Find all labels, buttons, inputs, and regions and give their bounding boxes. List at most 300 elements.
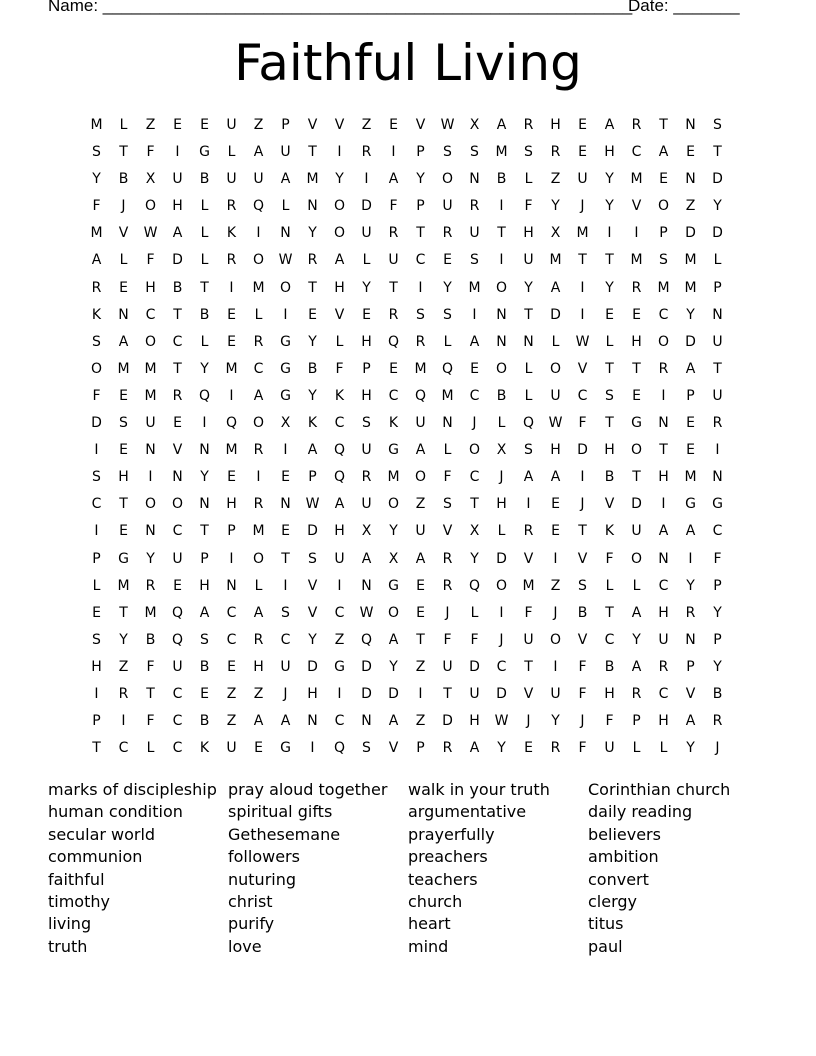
grid-letter: H	[199, 577, 210, 594]
grid-letter: E	[389, 360, 398, 377]
grid-letter: E	[686, 144, 695, 161]
grid-letter: A	[631, 604, 642, 621]
grid-letter: R	[415, 333, 426, 350]
grid-letter: E	[632, 306, 641, 323]
grid-letter: H	[658, 713, 669, 730]
grid-letter: E	[686, 442, 695, 459]
grid-letter: H	[469, 713, 480, 730]
grid-letter: B	[496, 171, 507, 188]
grid-letter: I	[688, 550, 693, 567]
grid-letter: U	[226, 740, 237, 757]
word-column	[408, 779, 588, 959]
grid-letter: P	[416, 198, 425, 215]
grid-letter: C	[712, 523, 723, 540]
grid-letter: N	[496, 333, 507, 350]
grid-letter: D	[631, 496, 642, 513]
grid-letter: A	[361, 550, 372, 567]
grid-letter: A	[307, 442, 318, 459]
grid-letter: R	[712, 415, 723, 432]
grid-letter: J	[715, 740, 720, 757]
word-list-item: faithful	[48, 869, 105, 889]
grid-letter: N	[172, 469, 183, 486]
grid-letter: Z	[550, 577, 561, 594]
grid-letter: Y	[470, 550, 479, 567]
grid-letter: V	[577, 550, 588, 567]
grid-letter: T	[659, 442, 668, 459]
grid-letter: G	[280, 360, 291, 377]
grid-letter: M	[225, 360, 238, 377]
grid-letter: U	[172, 658, 183, 675]
grid-letter: Q	[387, 333, 400, 350]
grid-letter: N	[712, 469, 723, 486]
grid-letter: C	[577, 387, 588, 404]
grid-letter: O	[657, 198, 670, 215]
grid-letter: Z	[253, 685, 264, 702]
grid-letter: A	[604, 117, 615, 133]
grid-letter: E	[119, 523, 128, 540]
grid-letter: L	[632, 740, 641, 757]
grid-letter: S	[524, 144, 533, 161]
grid-letter: F	[524, 604, 533, 621]
grid-letter: N	[280, 225, 291, 242]
grid-letter: S	[92, 333, 101, 350]
word-list-item: titus	[588, 914, 624, 934]
grid-letter: V	[523, 550, 534, 567]
grid-letter: E	[119, 387, 128, 404]
grid-letter: F	[443, 469, 452, 486]
grid-letter: W	[305, 496, 320, 513]
grid-letter: Y	[605, 279, 614, 296]
grid-letter: Q	[225, 415, 238, 432]
grid-letter: U	[631, 523, 642, 540]
header-line	[48, 0, 748, 20]
grid-letter: S	[362, 415, 371, 432]
grid-letter: E	[200, 117, 209, 133]
grid-letter: Y	[632, 631, 641, 648]
grid-letter: Y	[686, 306, 695, 323]
name-field: Name: ________________________________________________________	[48, 0, 633, 15]
grid-letter: J	[526, 713, 531, 730]
grid-letter: F	[578, 685, 587, 702]
grid-letter: D	[685, 333, 696, 350]
grid-letter: E	[443, 252, 452, 269]
grid-letter: T	[443, 685, 452, 702]
grid-letter: S	[605, 387, 614, 404]
grid-letter: V	[685, 685, 696, 702]
grid-letter: U	[226, 171, 237, 188]
grid-letter: E	[173, 117, 182, 133]
grid-letter: R	[388, 306, 399, 323]
grid-letter: J	[283, 685, 288, 702]
grid-letter: Y	[200, 469, 209, 486]
grid-letter: Y	[605, 171, 614, 188]
grid-letter: U	[550, 387, 561, 404]
grid-letter: F	[605, 713, 614, 730]
grid-letter: Y	[308, 631, 317, 648]
grid-letter: O	[252, 550, 265, 567]
grid-letter: G	[118, 550, 129, 567]
grid-letter: T	[281, 550, 290, 567]
grid-letter: J	[553, 604, 558, 621]
grid-letter: G	[280, 333, 291, 350]
grid-letter: M	[522, 577, 535, 594]
grid-letter: Q	[198, 387, 211, 404]
grid-letter: I	[229, 279, 234, 296]
word-list-item: purify	[228, 914, 275, 934]
grid-letter: A	[658, 523, 669, 540]
grid-letter: G	[712, 496, 723, 513]
grid-letter: M	[684, 279, 697, 296]
grid-letter: R	[523, 117, 534, 133]
grid-letter: G	[280, 740, 291, 757]
grid-letter: R	[91, 279, 102, 296]
grid-letter: M	[630, 252, 643, 269]
grid-letter: L	[524, 387, 533, 404]
grid-letter: T	[578, 523, 587, 540]
grid-letter: N	[361, 713, 372, 730]
grid-letter: X	[496, 442, 507, 459]
grid-letter: P	[227, 523, 236, 540]
grid-letter: Q	[333, 442, 346, 459]
grid-letter: F	[146, 713, 155, 730]
grid-letter: S	[470, 144, 479, 161]
grid-letter: V	[118, 225, 129, 242]
grid-letter: L	[605, 577, 614, 594]
grid-letter: B	[496, 387, 507, 404]
grid-letter: G	[631, 415, 642, 432]
grid-letter: T	[416, 225, 425, 242]
word-list-item: heart	[408, 914, 451, 934]
grid-letter: U	[253, 171, 264, 188]
grid-letter: D	[496, 550, 507, 567]
grid-letter: T	[713, 144, 722, 161]
grid-letter: R	[307, 252, 318, 269]
grid-letter: E	[227, 333, 236, 350]
grid-letter: E	[551, 523, 560, 540]
grid-letter: K	[334, 387, 345, 404]
grid-letter: U	[415, 523, 426, 540]
grid-letter: V	[307, 604, 318, 621]
grid-letter: A	[280, 171, 291, 188]
grid-letter: L	[92, 577, 101, 594]
grid-letter: F	[92, 387, 101, 404]
grid-letter: R	[685, 604, 696, 621]
grid-letter: E	[686, 415, 695, 432]
grid-letter: Z	[415, 496, 426, 513]
grid-letter: N	[145, 523, 156, 540]
grid-letter: E	[578, 117, 587, 133]
grid-letter: A	[550, 469, 561, 486]
grid-row	[83, 329, 731, 356]
grid-letter: U	[361, 442, 372, 459]
grid-letter: M	[117, 360, 130, 377]
grid-letter: N	[145, 442, 156, 459]
grid-letter: B	[604, 469, 615, 486]
grid-letter: Y	[92, 171, 101, 188]
grid-letter: R	[550, 740, 561, 757]
grid-letter: Q	[468, 577, 481, 594]
grid-letter: Z	[685, 198, 696, 215]
word-list-item: daily reading	[588, 802, 693, 822]
grid-letter: I	[121, 713, 126, 730]
grid-letter: N	[496, 306, 507, 323]
grid-letter: F	[713, 550, 722, 567]
grid-row	[83, 708, 731, 735]
grid-letter: H	[334, 279, 345, 296]
grid-letter: C	[172, 713, 183, 730]
grid-letter: K	[226, 225, 237, 242]
grid-letter: R	[442, 225, 453, 242]
grid-letter: C	[172, 685, 183, 702]
grid-letter: O	[333, 198, 346, 215]
grid-letter: V	[172, 442, 183, 459]
grid-row	[83, 410, 731, 437]
grid-letter: B	[577, 604, 588, 621]
word-column	[228, 779, 408, 959]
grid-letter: C	[334, 415, 345, 432]
grid-letter: R	[658, 360, 669, 377]
grid-letter: U	[361, 225, 372, 242]
grid-letter: Y	[551, 198, 560, 215]
grid-letter: C	[658, 685, 669, 702]
grid-letter: S	[443, 306, 452, 323]
grid-letter: H	[550, 442, 561, 459]
grid-letter: R	[253, 496, 264, 513]
grid-letter: A	[388, 713, 399, 730]
grid-letter: O	[252, 415, 265, 432]
grid-letter: X	[550, 225, 561, 242]
grid-letter: Z	[226, 685, 237, 702]
grid-letter: I	[391, 144, 396, 161]
word-list-item: teachers	[408, 869, 478, 889]
grid-letter: W	[359, 604, 374, 621]
grid-letter: R	[442, 740, 453, 757]
grid-letter: U	[469, 225, 480, 242]
grid-letter: P	[632, 713, 641, 730]
grid-row	[83, 247, 731, 274]
grid-letter: W	[575, 333, 590, 350]
grid-letter: T	[92, 740, 101, 757]
grid-letter: T	[632, 360, 641, 377]
grid-letter: S	[443, 496, 452, 513]
grid-letter: D	[442, 713, 453, 730]
grid-letter: Y	[686, 740, 695, 757]
grid-letter: A	[631, 658, 642, 675]
grid-letter: A	[496, 117, 507, 133]
grid-letter: U	[226, 117, 237, 133]
grid-letter: A	[172, 225, 183, 242]
grid-letter: O	[144, 496, 157, 513]
grid-letter: O	[414, 469, 427, 486]
grid-letter: O	[144, 333, 157, 350]
grid-letter: M	[576, 225, 589, 242]
grid-letter: S	[92, 144, 101, 161]
grid-letter: Y	[308, 225, 317, 242]
grid-letter: I	[418, 685, 423, 702]
grid-letter: O	[495, 279, 508, 296]
grid-letter: Q	[522, 415, 535, 432]
grid-letter: B	[604, 658, 615, 675]
grid-letter: E	[254, 740, 263, 757]
grid-letter: P	[362, 360, 371, 377]
grid-letter: D	[172, 252, 183, 269]
grid-letter: L	[524, 171, 533, 188]
grid-letter: E	[227, 469, 236, 486]
grid-letter: E	[200, 685, 209, 702]
word-list-item: timothy	[48, 892, 110, 912]
grid-letter: E	[362, 306, 371, 323]
grid-letter: R	[361, 469, 372, 486]
grid-letter: O	[549, 631, 562, 648]
grid-letter: V	[334, 306, 345, 323]
grid-letter: T	[632, 469, 641, 486]
grid-letter: L	[200, 198, 209, 215]
grid-letter: I	[94, 523, 99, 540]
grid-letter: S	[524, 442, 533, 459]
grid-row	[83, 464, 731, 491]
grid-letter: B	[199, 713, 210, 730]
grid-letter: M	[630, 171, 643, 188]
grid-letter: P	[416, 740, 425, 757]
grid-letter: X	[361, 523, 372, 540]
word-list-item: paul	[588, 936, 623, 956]
grid-letter: U	[442, 198, 453, 215]
grid-letter: I	[472, 306, 477, 323]
grid-letter: P	[713, 279, 722, 296]
grid-letter: O	[252, 252, 265, 269]
grid-letter: N	[685, 631, 696, 648]
grid-letter: X	[469, 117, 480, 133]
grid-letter: Q	[414, 387, 427, 404]
grid-letter: B	[199, 306, 210, 323]
grid-letter: B	[199, 171, 210, 188]
grid-letter: L	[551, 333, 560, 350]
word-list-item: walk in your truth	[408, 780, 550, 799]
grid-row	[83, 654, 731, 681]
grid-letter: K	[388, 415, 399, 432]
grid-letter: A	[253, 604, 264, 621]
grid-letter: A	[469, 740, 480, 757]
grid-letter: E	[227, 306, 236, 323]
grid-letter: L	[659, 740, 668, 757]
grid-letter: D	[577, 442, 588, 459]
grid-letter: I	[229, 550, 234, 567]
word-list-item: followers	[228, 847, 300, 867]
grid-letter: H	[91, 658, 102, 675]
grid-letter: B	[712, 685, 723, 702]
grid-letter: V	[604, 496, 615, 513]
grid-letter: I	[580, 469, 585, 486]
grid-letter: L	[497, 415, 506, 432]
grid-letter: I	[418, 279, 423, 296]
grid-row	[83, 220, 731, 247]
grid-letter: A	[334, 252, 345, 269]
grid-letter: U	[145, 415, 156, 432]
grid-letter: I	[337, 685, 342, 702]
grid-letter: D	[712, 171, 723, 188]
grid-letter: N	[307, 198, 318, 215]
grid-letter: M	[144, 387, 157, 404]
grid-letter: C	[334, 604, 345, 621]
grid-letter: N	[523, 333, 534, 350]
grid-letter: F	[578, 740, 587, 757]
grid-letter: M	[657, 279, 670, 296]
grid-letter: X	[280, 415, 291, 432]
grid-letter: T	[605, 360, 614, 377]
grid-letter: A	[469, 333, 480, 350]
grid-letter: U	[523, 252, 534, 269]
grid-letter: U	[172, 171, 183, 188]
grid-letter: Y	[443, 279, 452, 296]
grid-letter: I	[202, 415, 207, 432]
grid-letter: I	[256, 469, 261, 486]
grid-letter: I	[580, 279, 585, 296]
grid-letter: Y	[308, 387, 317, 404]
grid-letter: O	[441, 171, 454, 188]
grid-letter: S	[713, 117, 722, 133]
grid-letter: Y	[200, 360, 209, 377]
word-list-item: truth	[48, 936, 88, 956]
grid-letter: C	[253, 360, 264, 377]
grid-letter: H	[253, 658, 264, 675]
grid-letter: M	[252, 279, 265, 296]
word-list-item: preachers	[408, 847, 488, 867]
grid-letter: C	[145, 306, 156, 323]
grid-letter: L	[632, 577, 641, 594]
grid-letter: A	[415, 550, 426, 567]
grid-row	[83, 546, 731, 573]
word-list-item: communion	[48, 847, 143, 867]
grid-row	[83, 275, 731, 302]
grid-letter: F	[578, 415, 587, 432]
grid-letter: H	[334, 523, 345, 540]
grid-letter: M	[252, 523, 265, 540]
grid-letter: U	[550, 685, 561, 702]
grid-letter: N	[226, 577, 237, 594]
grid-letter: J	[121, 198, 126, 215]
grid-row	[83, 491, 731, 518]
grid-row	[83, 139, 731, 166]
grid-letter: B	[307, 360, 318, 377]
grid-letter: L	[605, 333, 614, 350]
grid-letter: T	[119, 604, 128, 621]
grid-letter: I	[580, 306, 585, 323]
grid-letter: V	[442, 523, 453, 540]
grid-letter: V	[334, 117, 345, 133]
grid-letter: J	[472, 415, 477, 432]
grid-letter: T	[200, 523, 209, 540]
grid-letter: M	[90, 225, 103, 242]
grid-letter: H	[604, 144, 615, 161]
grid-letter: E	[281, 523, 290, 540]
grid-letter: O	[171, 496, 184, 513]
grid-letter: V	[523, 685, 534, 702]
grid-letter: I	[499, 198, 504, 215]
grid-letter: B	[172, 279, 183, 296]
word-list-item: Gethesemane	[228, 824, 341, 844]
grid-letter: T	[605, 415, 614, 432]
grid-letter: T	[119, 496, 128, 513]
grid-letter: H	[550, 117, 561, 133]
grid-letter: Q	[333, 740, 346, 757]
grid-letter: O	[387, 496, 400, 513]
grid-letter: V	[307, 577, 318, 594]
grid-letter: F	[146, 252, 155, 269]
word-column	[588, 779, 768, 959]
grid-letter: R	[469, 198, 480, 215]
grid-letter: V	[631, 198, 642, 215]
grid-letter: L	[281, 198, 290, 215]
